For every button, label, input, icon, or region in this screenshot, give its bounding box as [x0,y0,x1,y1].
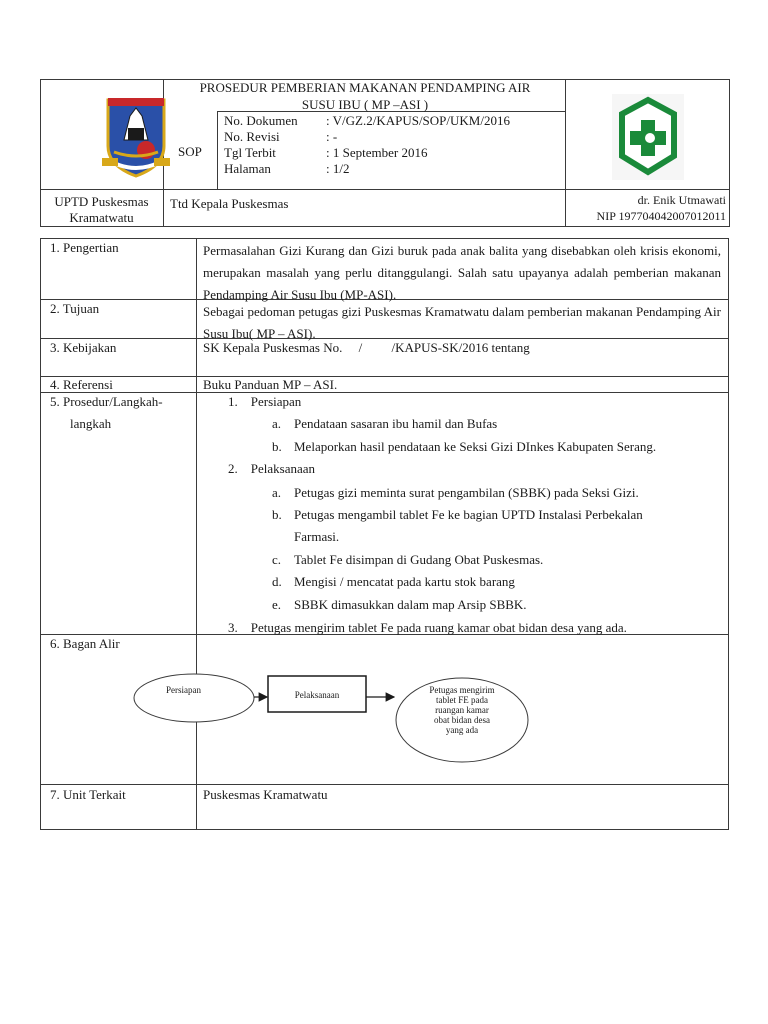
meta-label: No. Dokumen [224,113,298,128]
pengertian-text: Permasalahan Gizi Kurang dan Gizi buruk pada anak balita yang disebabkan oleh krisis ekonomi, merupakan masalah yang perlu ditanggulangi. Salah satu upayanya adalah pemberian makanan Pendamping Air Susu Ibu (MP-ASI). [203,243,721,302]
list-marker: c. [272,552,282,567]
flow-step-persiapan: Persiapan [166,685,201,695]
document-title: PROSEDUR PEMBERIAN MAKANAN PENDAMPING AIR [199,80,531,95]
puskesmas-logo-icon [612,94,684,180]
row-label-pengertian: 1. Pengertian [50,240,119,255]
flow-start-ellipse [134,674,254,722]
row-label-prosedur: 5. Prosedur/Langkah- [50,394,163,409]
kebijakan-text: SK Kepala Puskesmas No. / /KAPUS-SK/2016 tentang [203,340,530,355]
list-marker: b. [272,507,282,522]
flow-step-pelaksanaan: Pelaksanaan [294,690,340,700]
step-persiapan: 1. Persiapan [228,394,302,409]
head-nip: NIP 197704042007012011 [596,209,726,223]
tujuan-text: Sebagai pedoman petugas gizi Puskesmas Kramatwatu dalam pemberian makanan Pendamping Air Susu Ibu( MP – ASI). [203,304,721,341]
step-2b-line2: Farmasi. [294,529,340,544]
meta-label: No. Revisi [224,129,280,144]
document-title-line2: SUSU IBU ( MP –ASI ) [301,97,429,112]
meta-value: : - [326,129,338,144]
flow-step-kirim-line4: obat bidan desa [434,715,490,725]
unit-name: UPTD Puskesmas [54,194,149,209]
row-label-kebijakan: 3. Kebijakan [50,340,117,355]
row-label-tujuan: 2. Tujuan [50,301,100,316]
row-label-prosedur-line2: langkah [70,416,112,431]
meta-value: : V/GZ.2/KAPUS/SOP/UKM/2016 [326,113,510,128]
step-2d: Mengisi / mencatat pada kartu stok barang [294,574,515,589]
step-2b: Petugas mengambil tablet Fe ke bagian UPTD Instalasi Perbekalan [294,507,643,522]
meta-value: : 1 September 2016 [326,145,428,160]
step-1b: Melaporkan hasil pendataan ke Seksi Gizi DInkes Kabupaten Serang. [294,439,657,454]
row-label-bagan-alir: 6. Bagan Alir [50,636,120,651]
referensi-text: Buku Panduan MP – ASI. [203,377,338,392]
flow-step-kirim-line5: yang ada [445,725,479,735]
signature-label: Ttd Kepala Puskesmas [170,196,289,211]
meta-value: : 1/2 [326,161,350,176]
flow-step-kirim: Petugas mengirim [429,685,495,695]
step-pelaksanaan: 2. Pelaksanaan [228,461,316,476]
flow-step-kirim-line3: ruangan kamar [435,705,489,715]
regency-crest-icon [100,94,172,180]
step-2a: Petugas gizi meminta surat pengambilan (SBBK) pada Seksi Gizi. [294,485,639,500]
step-1a: Pendataan sasaran ibu hamil dan Bufas [294,416,498,431]
step-2c: Tablet Fe disimpan di Gudang Obat Puskesmas. [294,552,544,567]
meta-label: Halaman [224,161,271,176]
list-marker: b. [272,439,282,454]
list-marker: a. [272,416,282,431]
sop-label: SOP [178,144,202,159]
row-label-unit-terkait: 7. Unit Terkait [50,787,126,802]
list-marker: d. [272,574,282,589]
step-2e: SBBK dimasukkan dalam map Arsip SBBK. [294,597,527,612]
row-label-referensi: 4. Referensi [50,377,113,392]
unit-name-line2: Kramatwatu [69,210,134,225]
head-name: dr. Enik Utmawati [637,193,726,207]
list-marker: e. [272,597,282,612]
flow-step-kirim-line2: tablet FE pada [436,695,488,705]
list-marker: a. [272,485,282,500]
meta-label: Tgl Terbit [224,145,276,160]
unit-terkait-text: Puskesmas Kramatwatu [203,787,328,802]
step-3: 3. Petugas mengirim tablet Fe pada ruang kamar obat bidan desa yang ada. [228,620,627,635]
